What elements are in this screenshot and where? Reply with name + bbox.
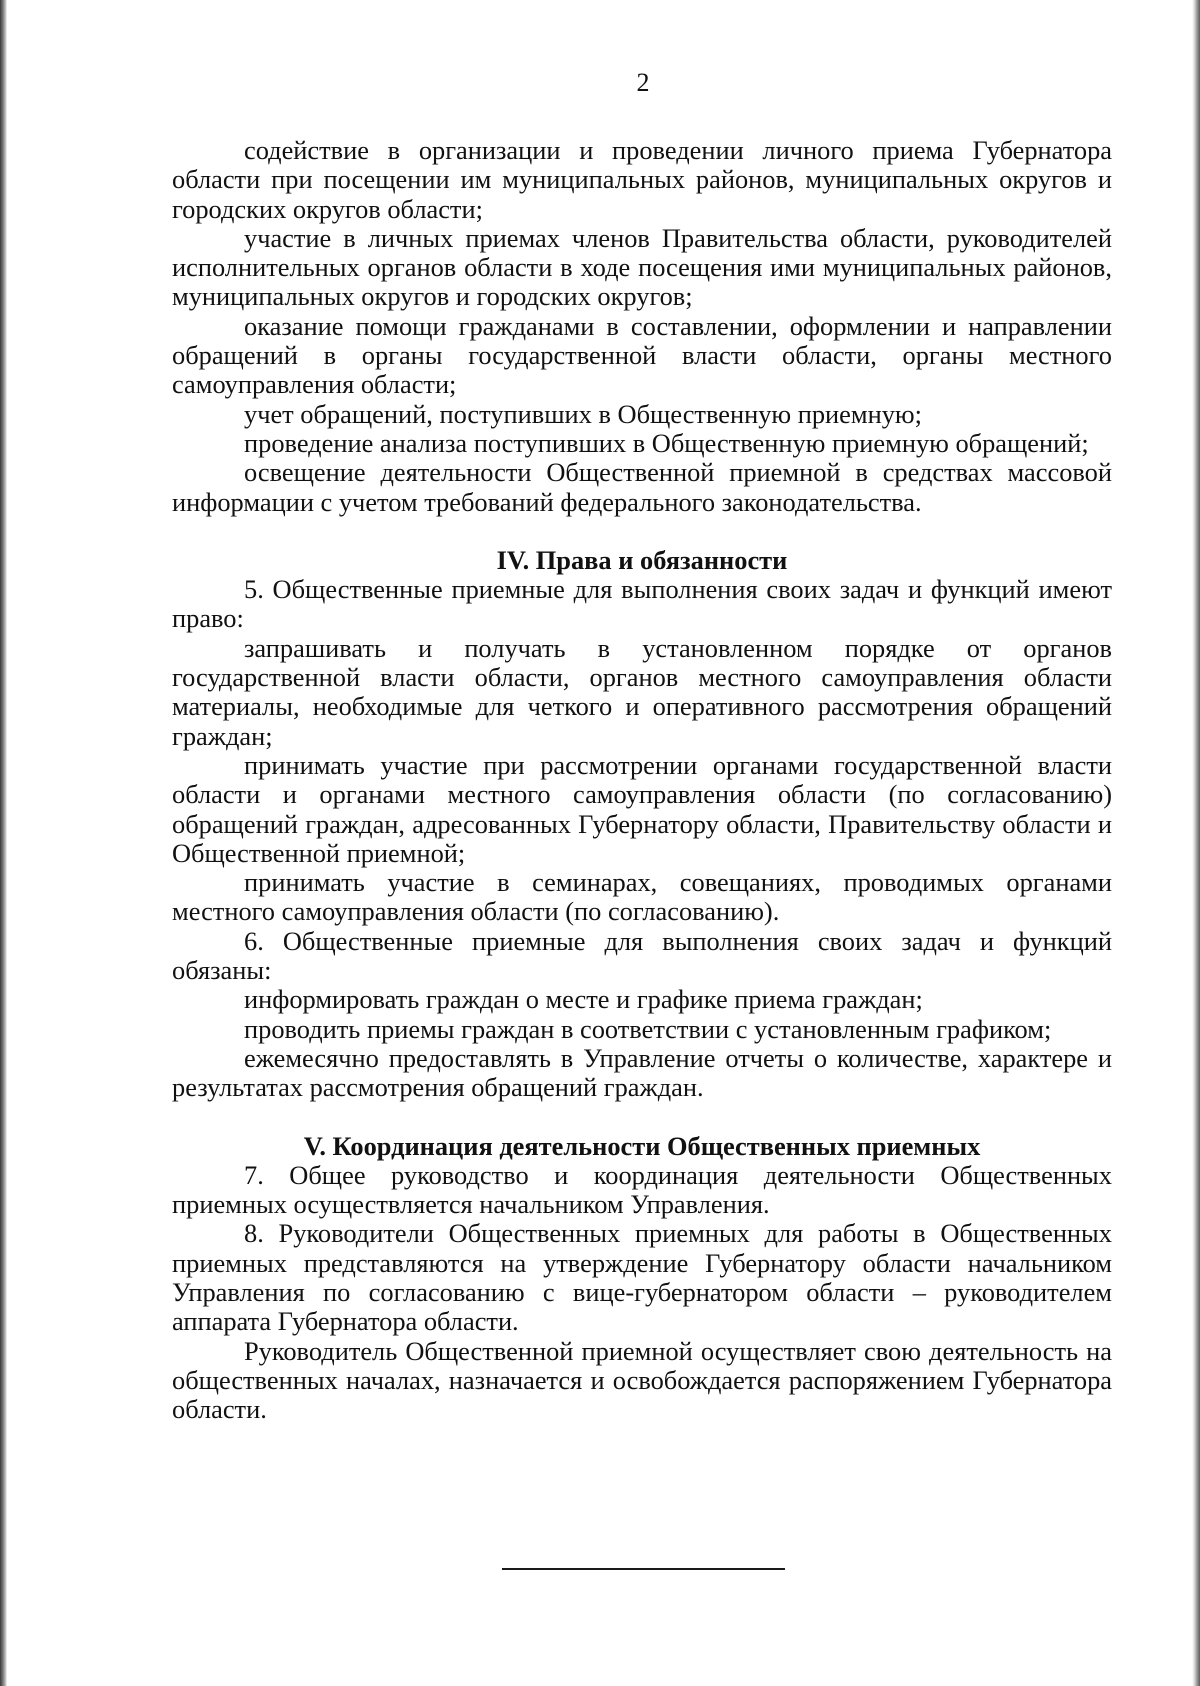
paragraph: содействие в организации и проведении личного приема Губернатора области при посещении им муниципальных районов, муниципальных округов и городских округов области; [172,135,1112,224]
paragraph: 6. Общественные приемные для выполнения своих задач и функций обязаны: [172,925,1112,986]
paragraph: Руководитель Общественной приемной осуществляет свою деятельность на общественных началах, назначается и освобождается распоряжением Губернатора области. [172,1335,1112,1425]
paragraph: запрашивать и получать в установленном порядке от органов государственной власти области, органов местного самоуправления области материалы, необходимые для четкого и оперативного рассмотрения обращений граждан; [172,632,1112,751]
paragraph: оказание помощи гражданами в составлении, оформлении и направлении обращений в органы государственной власти области, органы местного самоуправления области; [172,310,1112,400]
paragraph: освещение деятельности Общественной приемной в средствах массовой информации с учетом требований федерального законодательства. [172,457,1112,517]
section-heading-coordination: V. Координация деятельности Общественных приемных [303,1130,981,1161]
closing-rule [502,1568,785,1570]
section-heading-rights: IV. Права и обязанности [496,544,788,575]
paragraph: проведение анализа поступивших в Общественную приемную обращений; [244,427,1089,458]
document-body [172,136,1112,1424]
paragraph: участие в личных приемах членов Правительства области, руководителей исполнительных органов области в ходе посещения ими муниципальных районов, муниципальных округов и городских округов; [172,222,1112,312]
page-number: 2 [636,68,650,97]
paragraph: 7. Общее руководство и координация деятельности Общественных приемных осуществляется начальником Управления. [172,1159,1112,1220]
paragraph: принимать участие при рассмотрении органами государственной власти области и органами местного самоуправления области (по согласованию) обращений граждан, адресованных Губернатору области, Правительству области и Общественной приемной; [172,749,1112,868]
paragraph: ежемесячно предоставлять в Управление отчеты о количестве, характере и результатах рассмотрения обращений граждан. [172,1042,1112,1103]
scan-edge-right [1192,0,1200,1686]
paragraph: учет обращений, поступивших в Общественную приемную; [244,398,922,429]
section-gap [172,517,1112,546]
paragraph: проводить приемы граждан в соответствии с установленным графиком; [244,1013,1052,1044]
paragraph: 8. Руководители Общественных приемных для работы в Общественных приемных представляются на утверждение Губернатору области начальником Управления по согласованию с вице-губернатором области – руководителем аппарата Губернатора области. [172,1218,1112,1337]
section-gap [172,1103,1112,1132]
paragraph: принимать участие в семинарах, совещаниях, проводимых органами местного самоуправления области (по согласованию). [172,867,1112,927]
paragraph: информировать граждан о месте и графике приема граждан; [244,984,923,1015]
paragraph: 5. Общественные приемные для выполнения своих задач и функций имеют право: [172,574,1112,634]
scan-edge-left [0,0,7,1686]
